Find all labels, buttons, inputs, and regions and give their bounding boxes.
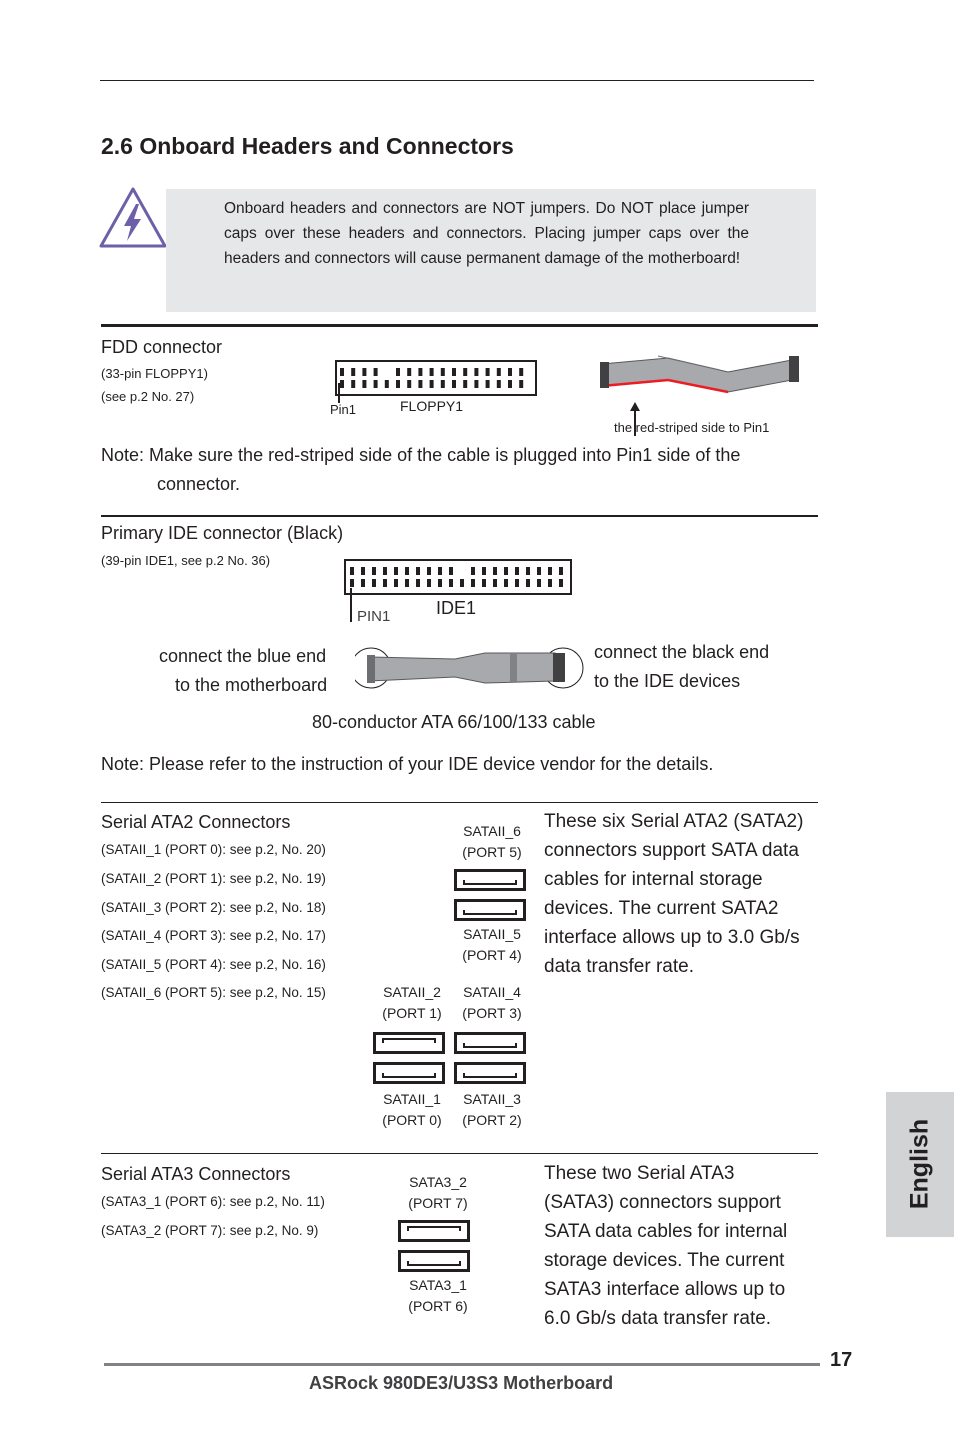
fdd-rule: [101, 324, 818, 327]
top-rule: [100, 80, 814, 81]
footer-rule: [104, 1363, 820, 1366]
sata3-title: Serial ATA3 Connectors: [101, 1164, 291, 1184]
ide-cable-image: [355, 645, 585, 691]
sataii-2-port: (PORT 1): [382, 1005, 442, 1021]
sata2-ref: (SATAII_3 (PORT 2): see p.2, No. 18): [101, 900, 326, 915]
floppy-header-diagram: [335, 360, 537, 396]
sataii-4-name: SATAII_4: [463, 984, 521, 1000]
sata2-desc-line: data transfer rate.: [544, 956, 694, 977]
sata2-desc-line: These six Serial ATA2 (SATA2): [544, 811, 804, 832]
sata3-1-label: [398, 1275, 478, 1317]
ide-pin1-label: PIN1: [357, 608, 391, 625]
sataii-4-label: [452, 982, 532, 1024]
sataii-3-label: [452, 1089, 532, 1131]
sataii-5-name: SATAII_5: [463, 926, 521, 942]
footer-model: ASRock 980DE3/U3S3 Motherboard: [309, 1373, 614, 1393]
sata2-title: Serial ATA2 Connectors: [101, 812, 291, 832]
sata3-2-connector: [398, 1220, 470, 1242]
ide-title: Primary IDE connector (Black): [101, 523, 344, 543]
sataii-4-connector: [454, 1032, 526, 1054]
language-side-tab: [886, 1092, 954, 1237]
sata3-2-label: [398, 1172, 478, 1214]
sata3-desc-line: (SATA3) connectors support: [544, 1192, 781, 1213]
fdd-note-line1: Note: Make sure the red-striped side of the cable is plugged into Pin1 side of the: [101, 445, 741, 465]
ide-left-line2: to the motherboard: [175, 675, 328, 695]
fdd-pin1-mark: [338, 383, 340, 403]
sataii-3-connector: [454, 1062, 526, 1084]
sataii-5-port: (PORT 4): [462, 947, 522, 963]
sata3-ref: (SATA3_2 (PORT 7): see p.2, No. 9): [101, 1223, 319, 1238]
ide-left-line1: connect the blue end: [159, 646, 327, 666]
ide-note: Note: Please refer to the instruction of your IDE device vendor for the details.: [101, 754, 714, 774]
sata3-description: [544, 1159, 819, 1333]
sata2-ref: (SATAII_6 (PORT 5): see p.2, No. 15): [101, 985, 326, 1000]
page-number: 17: [830, 1349, 853, 1371]
ide-right-line1: connect the black end: [594, 642, 770, 662]
sata2-ref-list: [101, 842, 326, 1013]
sata3-ref: (SATA3_1 (PORT 6): see p.2, No. 11): [101, 1194, 325, 1209]
sata2-rule: [101, 802, 818, 803]
fdd-cable-caption: the red-striped side to Pin1: [614, 420, 770, 435]
section-title: 2.6 Onboard Headers and Connectors: [101, 133, 514, 159]
ide-cable-caption: 80-conductor ATA 66/100/133 cable: [312, 712, 596, 732]
ide-right-line2: to the IDE devices: [594, 671, 741, 691]
sata3-desc-line: SATA3 interface allows up to: [544, 1279, 786, 1300]
ide-header-diagram: [344, 559, 572, 595]
warning-text: Onboard headers and connectors are NOT jumpers. Do NOT place jumper caps over these headers and connectors. Placing jumper caps over the headers and connectors will cause permanent damage of the motherboard!: [224, 200, 749, 267]
sata2-ref: (SATAII_1 (PORT 0): see p.2, No. 20): [101, 842, 326, 857]
sata3-desc-line: 6.0 Gb/s data transfer rate.: [544, 1308, 772, 1329]
sata2-ref: (SATAII_4 (PORT 3): see p.2, No. 17): [101, 928, 326, 943]
sataii-6-port: (PORT 5): [462, 844, 522, 860]
sata2-desc-line: cables for internal storage: [544, 869, 763, 890]
sata3-2-name: SATA3_2: [409, 1174, 467, 1190]
sata3-1-name: SATA3_1: [409, 1277, 467, 1293]
warning-icon: [98, 186, 168, 250]
sataii-4-port: (PORT 3): [462, 1005, 522, 1021]
ide-pin1-mark: [350, 588, 352, 622]
floppy-cable-image: [598, 350, 802, 395]
sata2-desc-line: devices. The current SATA2: [544, 898, 779, 919]
sataii-5-label: [452, 924, 532, 966]
sataii-6-label: [452, 821, 532, 863]
sataii-3-name: SATAII_3: [463, 1091, 521, 1107]
language-side-tab-label: English: [905, 1118, 934, 1210]
sata2-desc-line: interface allows up to 3.0 Gb/s: [544, 927, 800, 948]
ide-header-label: IDE1: [436, 598, 477, 618]
ide-sub: (39-pin IDE1, see p.2 No. 36): [101, 553, 271, 568]
sata3-1-port: (PORT 6): [408, 1298, 468, 1314]
sata3-rule: [101, 1153, 818, 1154]
sata3-ref-list: [101, 1194, 325, 1252]
fdd-pin1-label: Pin1: [330, 402, 357, 417]
sata3-2-port: (PORT 7): [408, 1195, 468, 1211]
fdd-header-label: FLOPPY1: [400, 398, 464, 414]
fdd-title: FDD connector: [101, 337, 223, 357]
sataii-1-connector: [373, 1062, 445, 1084]
ide-rule: [101, 515, 818, 517]
sata3-desc-line: storage devices. The current: [544, 1250, 785, 1271]
fdd-note-line2: connector.: [157, 474, 241, 494]
sata2-desc-line: connectors support SATA data: [544, 840, 799, 861]
sata2-ref: (SATAII_5 (PORT 4): see p.2, No. 16): [101, 957, 326, 972]
fdd-sub2: (see p.2 No. 27): [101, 389, 195, 404]
sata2-description: [544, 807, 819, 981]
fdd-sub1: (33-pin FLOPPY1): [101, 366, 208, 381]
sataii-3-port: (PORT 2): [462, 1112, 522, 1128]
sataii-6-connector: [454, 869, 526, 891]
sataii-1-port: (PORT 0): [382, 1112, 442, 1128]
sataii-1-label: [372, 1089, 452, 1131]
sataii-2-name: SATAII_2: [383, 984, 441, 1000]
sata3-1-connector: [398, 1250, 470, 1272]
sata2-ref: (SATAII_2 (PORT 1): see p.2, No. 19): [101, 871, 326, 886]
sataii-1-name: SATAII_1: [383, 1091, 441, 1107]
sataii-6-name: SATAII_6: [463, 823, 521, 839]
sataii-2-label: [372, 982, 452, 1024]
sataii-5-connector: [454, 899, 526, 921]
sataii-2-connector: [373, 1032, 445, 1054]
sata3-desc-line: These two Serial ATA3: [544, 1163, 735, 1184]
sata3-desc-line: SATA data cables for internal: [544, 1221, 788, 1242]
